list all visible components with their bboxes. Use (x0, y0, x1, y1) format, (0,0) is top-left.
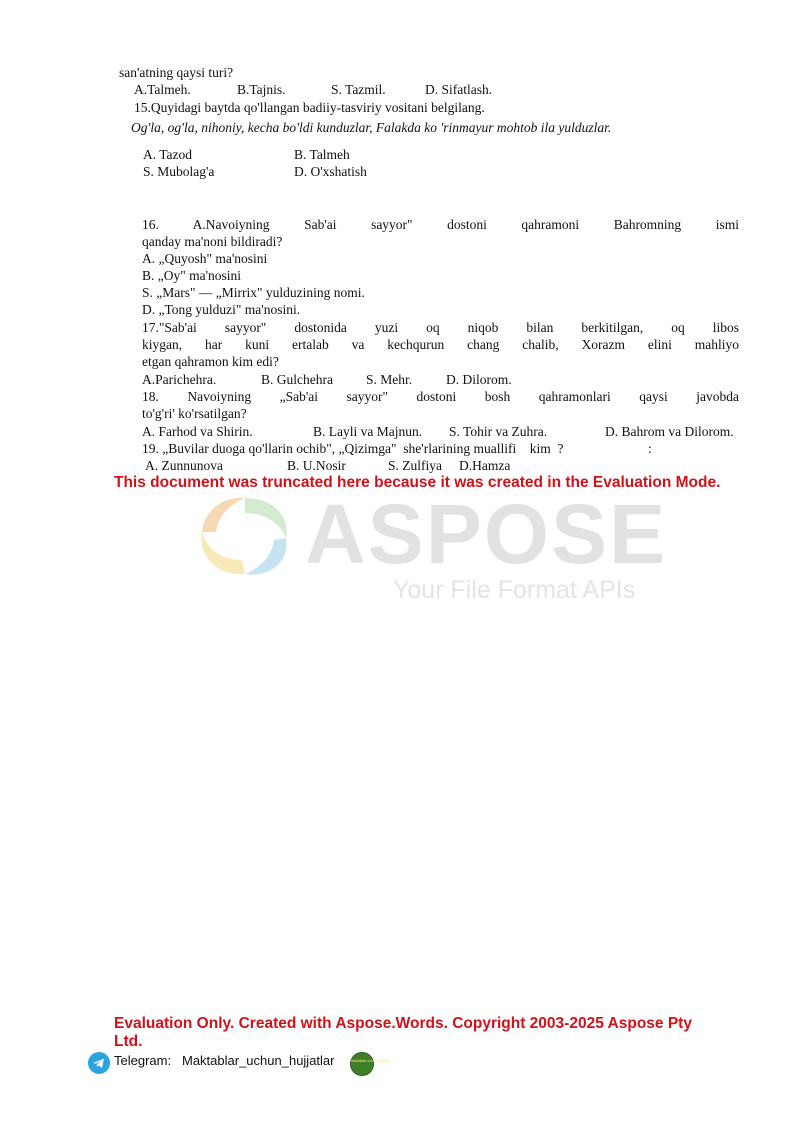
q15-question: 15.Quyidagi baytda qo'llangan badiiy-tasviriy vositani belgilang. (134, 100, 485, 115)
q16-option-a: A. „Quyosh" ma'nosini (142, 251, 268, 266)
q15-option-a: A. Tazod (143, 147, 193, 162)
q19-colon: : (648, 441, 652, 456)
q18-option-d: D. Bahrom va Dilorom. (605, 424, 734, 439)
q18-line1: 18. Navoiyning „Sab'ai sayyor" dostoni bosh qahramonlari qaysi javobda (142, 389, 739, 404)
q17-line3: etgan qahramon kim edi? (142, 354, 279, 369)
q16-line2: qanday ma'noni bildiradi? (142, 234, 283, 249)
q17-option-s: S. Mehr. (366, 372, 413, 387)
q17-option-b: B. Gulchehra (261, 372, 333, 387)
q14-option-b: B.Tajnis. (237, 82, 286, 97)
evaluation-notice-line2: Ltd. (114, 1033, 143, 1050)
q19-question: 19. „Buvilar duoga qo'llarin ochib", „Qizimga" she'rlarining muallifi kim ? (142, 441, 564, 456)
q19-option-d: D.Hamza (459, 458, 511, 473)
q16-line1: 16. A.Navoiyning Sab'ai sayyor" dostoni qahramoni Bahromning ismi (142, 217, 739, 232)
q18-option-s: S. Tohir va Zuhra. (449, 424, 548, 439)
q16-option-s: S. „Mars" — „Mirrix" yulduzining nomi. (142, 285, 365, 300)
telegram-icon[interactable] (88, 1052, 110, 1074)
q16-option-b: B. „Oy" ma'nosini (142, 268, 242, 283)
watermark-title: ASPOSE (305, 487, 668, 581)
telegram-label: Telegram: (114, 1053, 172, 1068)
q17-option-a: A.Parichehra. (142, 372, 217, 387)
q17-line2: kiygan, har kuni ertalab va kechqurun chang chalib, Xorazm elini mahliyo (142, 337, 739, 352)
channel-logo-text: Maktablar uchun hujjatlar (351, 1059, 391, 1063)
aspose-swirl-logo (190, 488, 300, 580)
q18-line2: to'g'ri' ko'rsatilgan? (142, 406, 247, 421)
q19-option-s: S. Zulfiya (388, 458, 442, 473)
q17-line1: 17."Sab'ai sayyor" dostonida yuzi oq niqob bilan berkitilgan, oq libos (142, 320, 739, 335)
watermark-subtitle: Your File Format APIs (393, 576, 636, 604)
q19-option-a: A. Zunnunova (145, 458, 223, 473)
truncation-notice: This document was truncated here because it was created in the Evaluation Mode. (114, 474, 721, 491)
q15-option-s: S. Mubolag'a (143, 164, 215, 179)
telegram-channel[interactable]: Maktablar_uchun_hujjatlar (182, 1053, 335, 1068)
q18-option-b: B. Layli va Majnun. (313, 424, 423, 439)
evaluation-notice-line1: Evaluation Only. Created with Aspose.Words. Copyright 2003-2025 Aspose Pty (114, 1015, 692, 1032)
q18-option-a: A. Farhod va Shirin. (142, 424, 253, 439)
q14-option-d: D. Sifatlash. (425, 82, 493, 97)
q16-option-d: D. „Tong yulduzi" ma'nosini. (142, 302, 301, 317)
q15-option-d: D. O'xshatish (294, 164, 367, 179)
q14-option-s: S. Tazmil. (331, 82, 386, 97)
q15-verse: Og'la, og'la, nihoniy, kecha bo'ldi kunduzlar, Falakda ko 'rinmayur mohtob ila yulduzlar. (131, 120, 612, 135)
q15-option-b: B. Talmeh (294, 147, 350, 162)
top-line: san'atning qaysi turi? (119, 65, 234, 80)
q14-option-a: A.Talmeh. (134, 82, 191, 97)
channel-logo (350, 1052, 391, 1076)
q17-option-d: D. Dilorom. (446, 372, 512, 387)
q19-option-b: B. U.Nosir (287, 458, 346, 473)
